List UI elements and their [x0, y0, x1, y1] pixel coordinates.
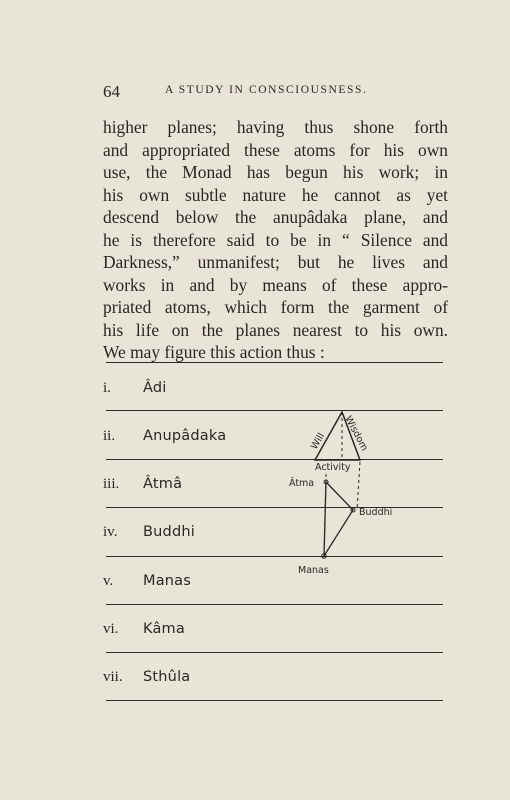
plane-number: vii.: [103, 669, 123, 685]
activity-buddhi-dotted-line: [357, 462, 360, 510]
body-paragraph: [103, 116, 448, 364]
plane-name: Âtmâ: [143, 476, 183, 492]
plane-number: iv.: [103, 524, 118, 540]
plane-name: Buddhi: [143, 524, 195, 540]
body-line: use, the Monad has begun his work; in: [103, 162, 448, 182]
body-line: and appropriated these atoms for his own: [103, 139, 448, 160]
atma-label: Âtma: [289, 478, 315, 489]
page-number: 64: [103, 82, 120, 101]
body-line: his life on the planes nearest to his own.: [103, 319, 448, 340]
activity-label: Activity: [315, 462, 351, 473]
plane-name: Manas: [143, 573, 192, 589]
plane-name: Kâma: [143, 621, 185, 637]
plane-name: Anupâdaka: [143, 428, 227, 444]
plane-number: ii.: [103, 428, 116, 444]
body-line: We may figure this action thus :: [103, 342, 325, 362]
body-line: higher planes; having thus shone forth: [103, 117, 448, 137]
will-label: Will: [309, 431, 328, 452]
plane-number: vi.: [103, 621, 119, 637]
plane-name: Sthûla: [143, 669, 191, 685]
plane-number: i.: [103, 380, 111, 396]
body-line: his own subtle nature he cannot as yet: [103, 184, 448, 205]
plane-number: v.: [103, 573, 114, 589]
plane-name: Âdi: [143, 380, 167, 396]
triangles-figure: [103, 362, 443, 702]
atma-buddhi-manas-triangle: [324, 482, 353, 556]
body-line: he is therefore said to be in “ Silence and: [103, 229, 448, 250]
body-line: Darkness,” unmanifest; but he lives and: [103, 252, 448, 272]
running-head: [103, 82, 450, 102]
buddhi-label: Buddhi: [359, 507, 393, 518]
body-line: works in and by means of these appro-: [103, 274, 448, 295]
planes-diagram: [103, 362, 443, 702]
manas-label: Manas: [298, 565, 329, 576]
body-line: priated atoms, which form the garment of: [103, 297, 448, 317]
wisdom-label: Wisdom: [342, 414, 370, 453]
running-title: A STUDY IN CONSCIOUSNESS.: [165, 84, 368, 96]
body-line: descend below the anupâdaka plane, and: [103, 207, 448, 227]
plane-number: iii.: [103, 476, 120, 492]
